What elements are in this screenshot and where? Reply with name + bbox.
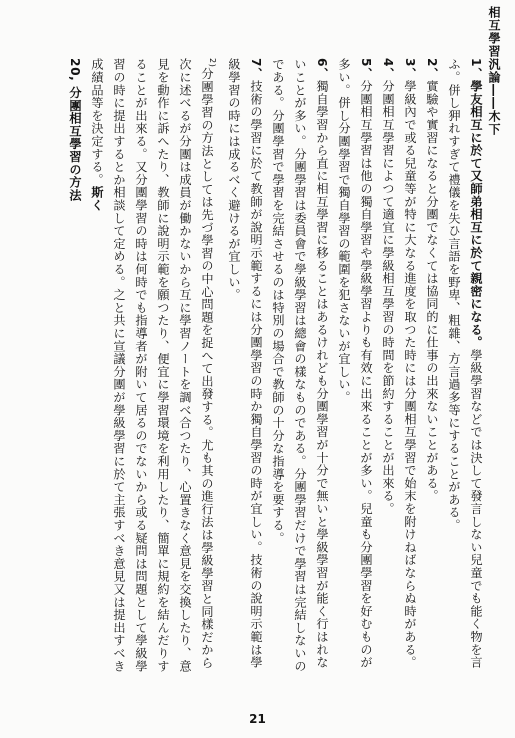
item-text: 學級學習などでは決して發言しない兒童でも能く物を言ふ。併し狎れすぎて禮儀を失ひ言語を野卑、粗雜、方言過多等にすることがある。 [447,58,483,669]
vertical-body-text [25,58,487,680]
item-number: 6、 [315,58,329,80]
item-number: 5、 [359,58,373,80]
item-lead: 學友相互に於て又師弟相互に於て親密になる。 [469,79,483,349]
item-number: 1、 [469,58,483,80]
running-header: 相互學習汎論――木下 [487,6,501,136]
list-item-6 [267,58,333,680]
item-text: 技術の學習に於て教師が說明示範するには分團學習の時か獨自學習の時が宜しい。技術の說明示範は學級學習の時には成るべく避けるが宜しい。 [227,58,263,669]
item-text: 實驗や實習になると分團でなくては協同的に仕事の出來ないことがある。 [425,79,439,503]
item-number: 7、 [249,58,263,80]
page-number: 21 [249,712,266,726]
method-paragraph [86,58,223,680]
method-paragraph-text: 分團學習の方法としては先づ學習の中心問題を捉へて出發する。尤も其の進行法は學級學習と同樣だから次に述べるが分團は成員が働かないから互に學習ノートを調べ合つたり、心置きなく意見を交換したり、意見を動作に訴へたり、教師に說明示範を願つたり、便宜に學習環境を利用したり、簡單に規約を結んだりすることが出來る。又分團學習の時は何時でも指導者が附いて居るのでないから或る疑問は問題として學級學習の時に提出するとか相談して定める。之と共に宣議分團が學級學習に於て主張すべき意見又は提出すべき成績品等を決定する。 [89,58,214,673]
list-item-5 [333,58,377,680]
list-item-7 [223,58,267,680]
item-text: 獨自學習から直に相互學習に移ることはあるけれども分團學習が十分で無いと學級學習が能く行はれないことが多い。分團學習は委員會で學級學習は總會の樣なものである。分團學習だけで學習は完結しないのである。分團學習で學習を完結させるのは特別の場合で教師の十分な指導を要する。 [271,58,329,673]
item-text: 學級內で或る兒童等が特に大なる進度を取つた時には分團相互學習で始末を附けねばならぬ時がある。 [403,79,417,669]
item-number: 3、 [403,58,417,80]
list-item-2 [421,58,443,680]
list-item-3 [399,58,421,680]
item-text: 分團相互學習によつて適宜に學級相互學習の時間を節約することが出來る。 [381,79,395,516]
list-item-4 [377,58,399,680]
continuation-text: 斯く [89,186,104,212]
list-item-1 [443,58,487,680]
item-number: 2、 [425,58,439,80]
section-footnote [64,58,86,680]
item-text: 分團相互學習は他の獨自學習や學級學習よりも有效に出來ることが多い。兒童も分團學習を好むものが多い。併し分團學習で獨自學習の範圍を犯さないが宜しい。 [337,58,373,669]
section-footnote-text: 20, 分團相互學習の方法 [67,58,82,202]
item-number: 4、 [381,58,395,80]
footnote-marker: 2) [208,58,217,68]
